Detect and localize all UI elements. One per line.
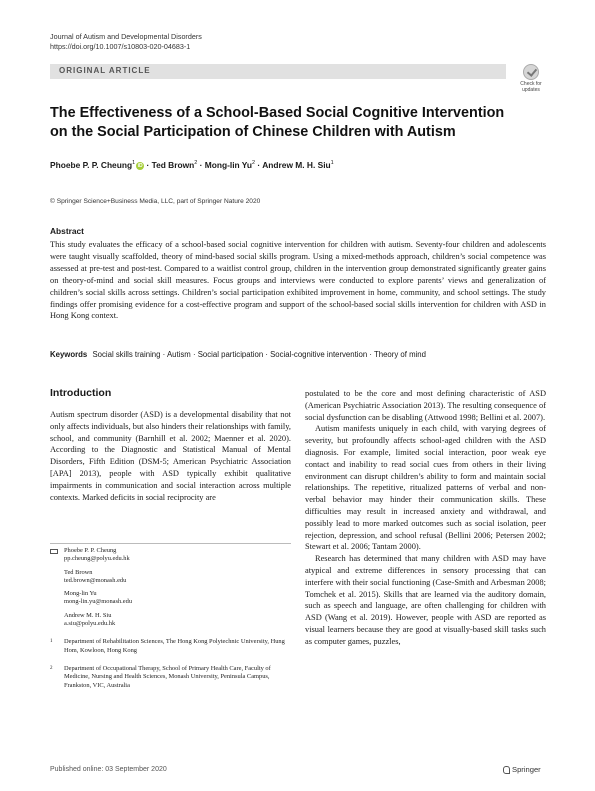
- contact-name: Andrew M. H. Siu: [64, 611, 112, 619]
- journal-name: Journal of Autism and Developmental Disorders: [50, 32, 202, 41]
- contact-entry: [50, 612, 291, 629]
- contact-name: Ted Brown: [64, 568, 93, 576]
- publisher-name: Springer: [512, 765, 541, 774]
- author-name[interactable]: Mong-lin Yu: [204, 159, 253, 170]
- introduction-heading: Introduction: [50, 387, 112, 399]
- contact-email[interactable]: pp.cheung@polyu.edu.hk: [64, 555, 130, 563]
- affiliation-marker: 2: [252, 160, 256, 166]
- body-paragraph: Research has determined that many children with ASD may have atypical and extreme differences in sensory processing that can interfere with their social functioning (Case-Smith and Arbesman 2008; Tomchek et al. 2015). Skills that are learned via the auditory domain, such as speech and language, are often challenging for children with ASD (Wang et al. 2019). However, people with ASD are reported as visual learners because they are good at visually-based skill tasks such as computer games, puzzles,: [305, 554, 546, 646]
- affiliation-marker: 1: [132, 160, 136, 166]
- doi-link[interactable]: https://doi.org/10.1007/s10803-020-04683-1: [50, 42, 191, 51]
- title-line-1: The Effectiveness of a School-Based Social Cognitive Intervention: [50, 105, 505, 121]
- published-date: Published online: 03 September 2020: [50, 766, 167, 773]
- check-for-updates-label: Check for updates: [520, 81, 542, 93]
- affiliation-entry: [50, 638, 291, 655]
- body-column-right: [305, 388, 546, 648]
- article-title: [50, 104, 550, 142]
- body-paragraph: postulated to be the core and most defining characteristic of ASD (American Psychiatric Association 2013). The resulting consequence of social dysfunction can be disabling (Attwood 1998; Bellini et al. 2007).: [305, 389, 546, 422]
- author-name[interactable]: Ted Brown: [151, 159, 195, 170]
- springer-horse-icon: [503, 766, 510, 774]
- contact-entry: [50, 547, 291, 564]
- footnote-divider: [50, 543, 291, 544]
- author-list: Phoebe P. P. Cheung$^1$ iD · Ted Brown$^2$ · Mong-lin $Yu^2$ · Andrew M. H. Siu$^1$: [50, 159, 334, 170]
- orcid-icon[interactable]: iD: [137, 162, 143, 169]
- keywords-text: Social skills training · Autism · Social participation · Social-cognitive intervention · Theory of mind: [92, 350, 426, 359]
- abstract-text: This study evaluates the efficacy of a school-based social cognitive intervention for children with autism. Seventy-four children and adolescents were taught visually scaffolded, theory of mind-based social skills program. Using a mixed-methods approach, children’s social competence was assessed at pre-test and post-test. Compared to a waitlist control group, children in the intervention group demonstrated significantly greater gains on theory-of-mind and social skill measures. Focus groups and interviews were conducted to explore parents’ views and generalization of children’s social skills across settings. Children’s social participation exhibited improvement in home, community, and school settings. The study findings offer promising evidence for a cost-effective program and support of the school-based social skills intervention for children with ASD in Hong Kong context.: [50, 240, 546, 321]
- affiliation-marker: 2: [194, 160, 198, 166]
- keywords-label: Keywords: [50, 350, 88, 359]
- journal-header: [50, 32, 202, 52]
- contact-name: Phoebe P. P. Cheung: [64, 547, 117, 554]
- title-line-2: on the Social Participation of Chinese Children with Autism: [50, 124, 456, 140]
- abstract-heading: Abstract: [50, 226, 84, 236]
- body-paragraph: Autism manifests uniquely in each child, with varying degrees of severity, but profoundly affects school-aged children with the ASD diagnosis. For example, limited social interaction, poor weak eye contact and inability to read social cues from others in their living environment can disrupt children’s ability to form and maintain social relationships. The repetitive, ritualized patterns of verbal and non-verbal behavior may hinder their communication skills. These difficulties may result in increased anxiety and withdrawal, and possibly lead to more marked outcomes such as social isolation, peer rejection, depression, and school refusal (Bellini 2006; Petersen 2002; Stewart et al. 2006; Tantam 2000).: [305, 424, 546, 552]
- affiliation-text: Department of Occupational Therapy, School of Primary Health Care, Faculty of Medicine, Nursing and Health Sciences, Monash University, Peninsula Campus, Frankston, VIC, Australia: [64, 664, 271, 689]
- affiliation-number: 1: [50, 639, 53, 645]
- publisher-logo: [503, 765, 541, 774]
- article-type-banner: [50, 64, 506, 79]
- envelope-icon: [50, 549, 58, 554]
- contact-footnotes: [50, 547, 291, 690]
- check-for-updates-badge[interactable]: [516, 64, 546, 96]
- copyright-notice: © Springer Science+Business Media, LLC, part of Springer Nature 2020: [50, 198, 261, 205]
- contact-email[interactable]: ted.brown@monash.edu: [64, 576, 127, 584]
- contact-entry: [50, 590, 291, 607]
- contact-email[interactable]: a.siu@polyu.edu.hk: [64, 620, 116, 628]
- article-type-label: ORIGINAL ARTICLE: [59, 66, 151, 75]
- affiliation-marker: 1: [330, 160, 334, 166]
- author-name[interactable]: Phoebe P. P. Cheung: [50, 159, 133, 170]
- check-icon: [523, 64, 539, 80]
- affiliation-text: Department of Rehabilitation Sciences, The Hong Kong Polytechnic University, Hung Hom, Kowloon, Hong Kong: [64, 638, 285, 654]
- contact-entry: [50, 569, 291, 586]
- body-column-left: [50, 409, 291, 503]
- keywords-line: [50, 350, 426, 359]
- contact-email[interactable]: mong-lin.yu@monash.edu: [64, 598, 133, 606]
- affiliation-entry: [50, 665, 291, 690]
- affiliation-number: 2: [50, 665, 53, 671]
- body-paragraph: Autism spectrum disorder (ASD) is a developmental disability that not only affects individuals, but also hinders their relationships with family, school, and community (Barnhill et al. 2002; Maenner et al. 2020). According to the Diagnostic and Statistical Manual of Mental Disorders, Fifth Edition (DSM-5; American Psychiatric Association [APA] 2013), people with ASD typically exhibit qualitative impairments in communication and social interaction across multiple contexts. Marked deficits in social reciprocity are: [50, 410, 291, 502]
- contact-name: Mong-lin Yu: [64, 590, 97, 598]
- author-name[interactable]: Andrew M. H. Siu: [262, 159, 331, 170]
